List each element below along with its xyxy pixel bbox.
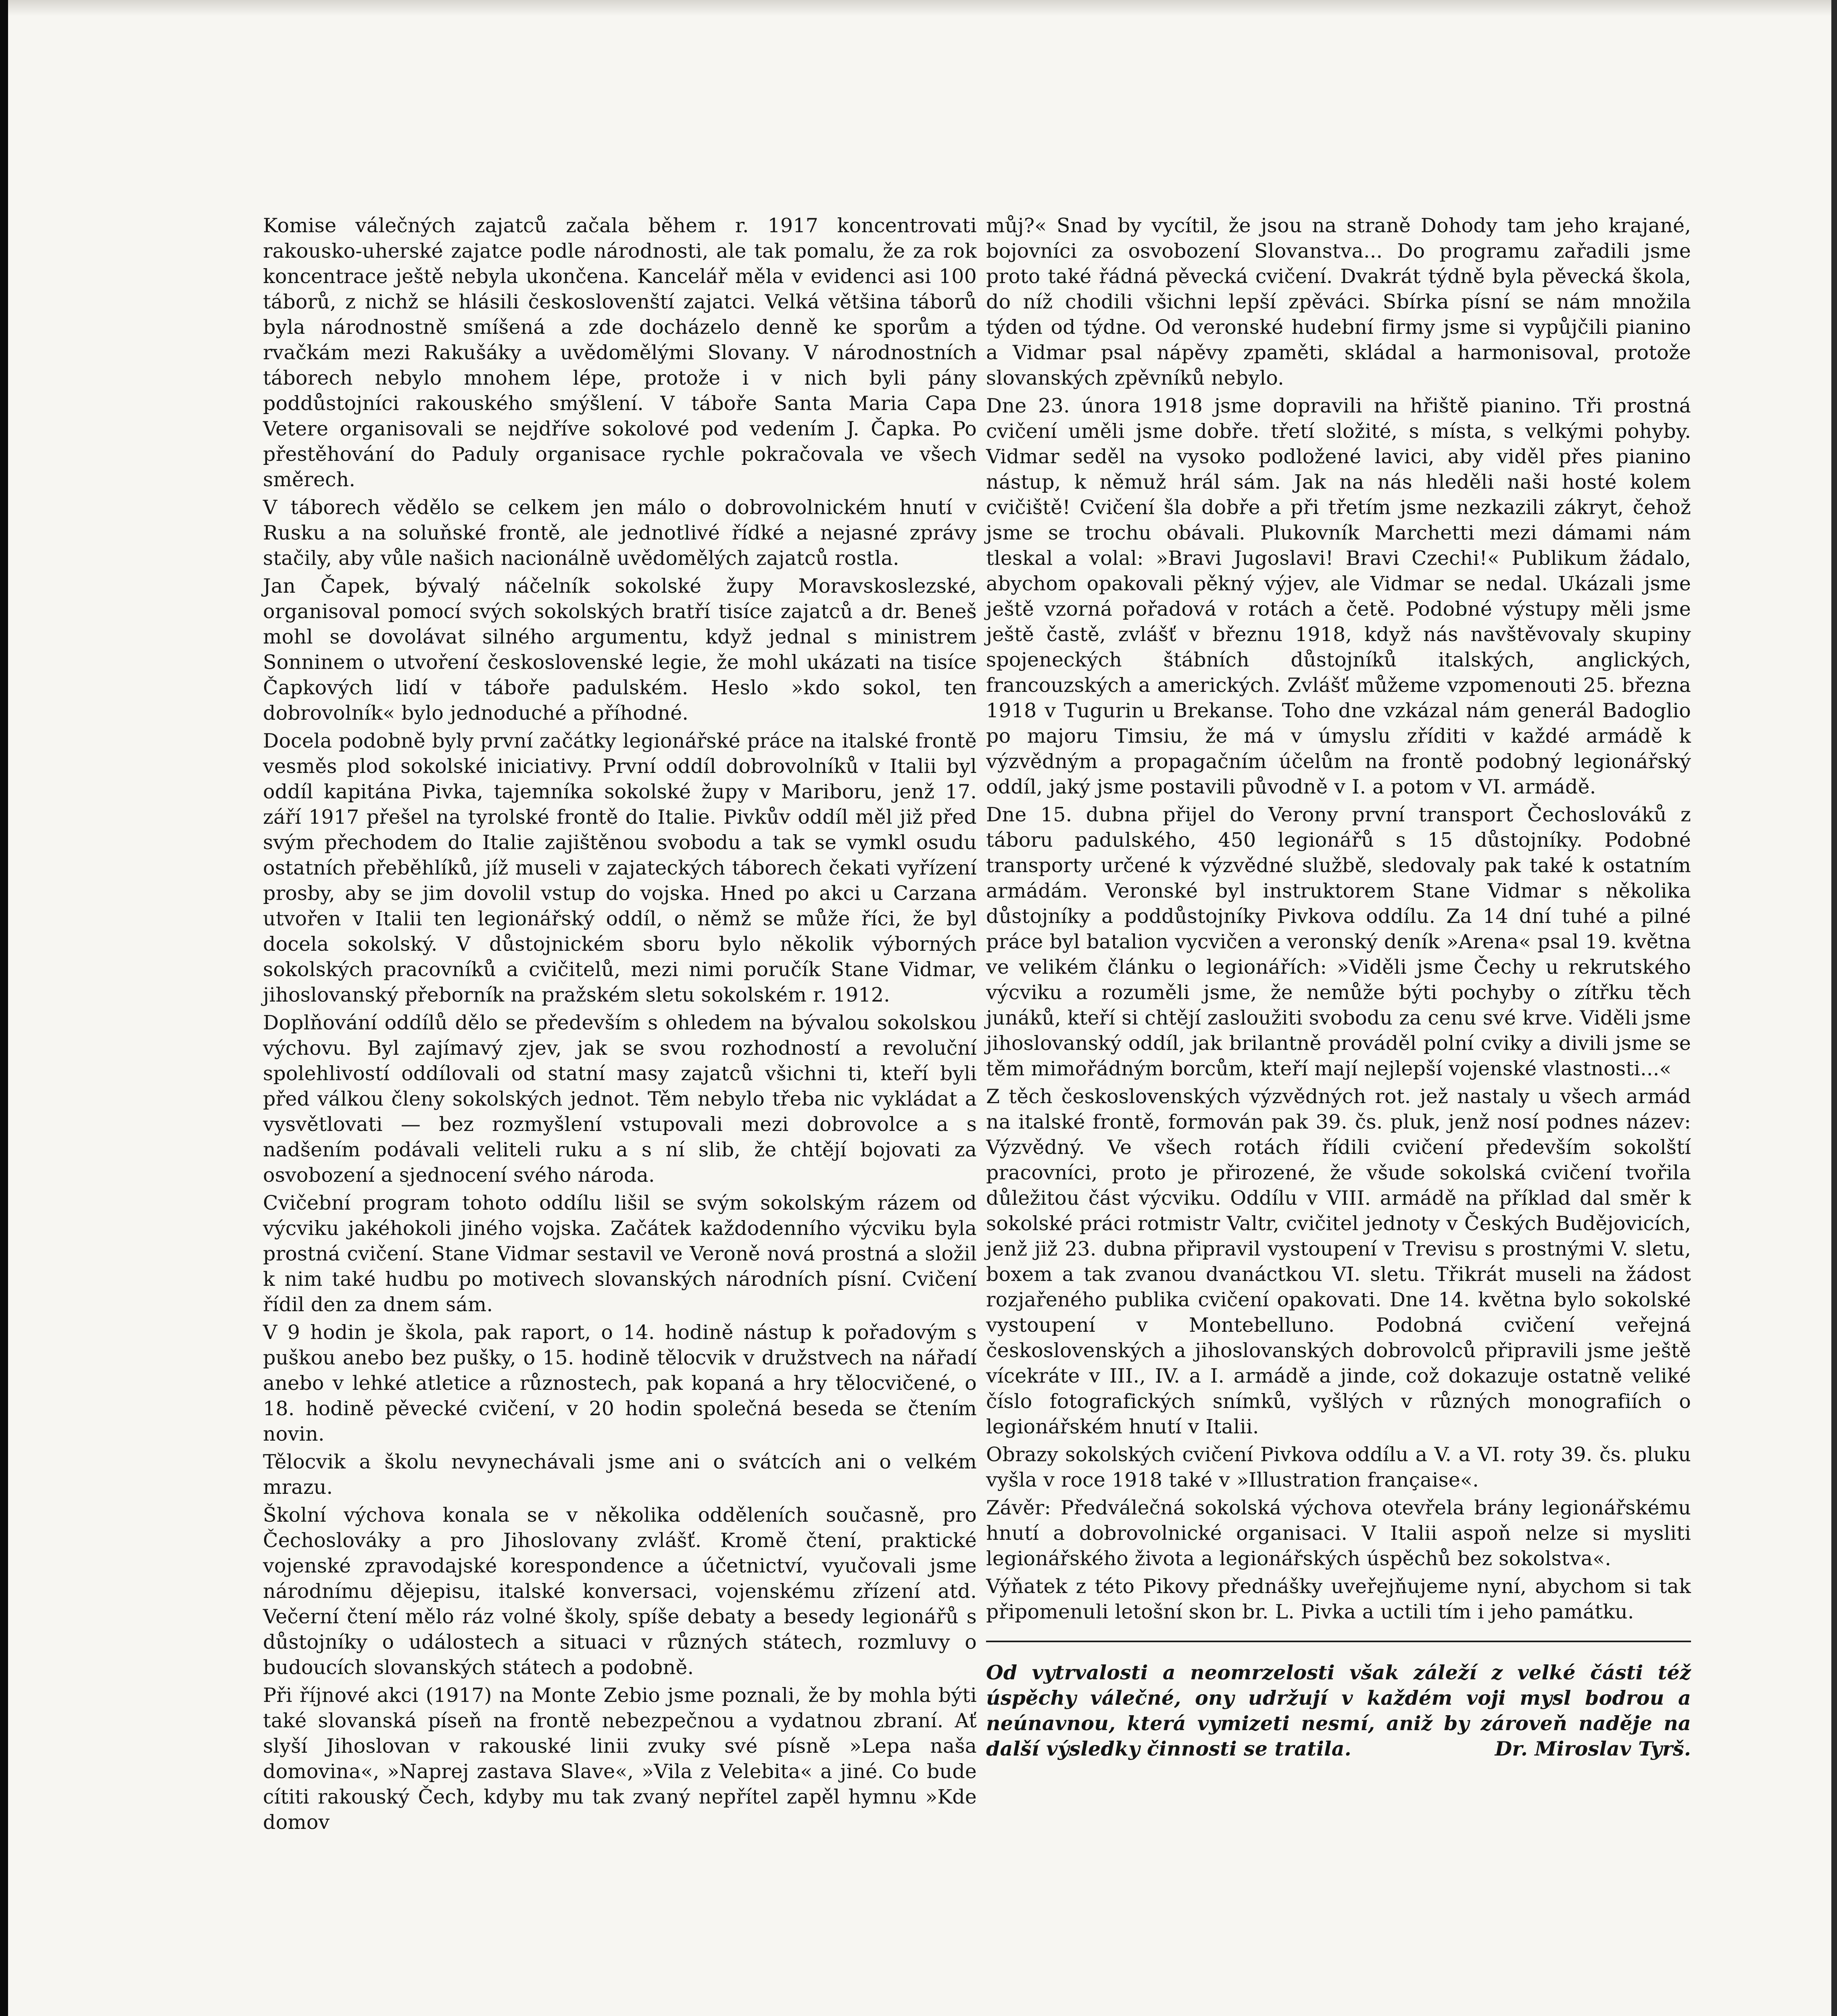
paragraph: Tělocvik a školu nevynechávali jsme ani o svátcích ani o velkém mrazu. <box>263 1450 977 1499</box>
scan-left-edge <box>0 0 8 2016</box>
section-divider <box>986 1641 1691 1642</box>
right-column <box>986 213 1691 1762</box>
quote-text: Od vytrvalosti a neomrzelosti však záleží z velké části též úspěchy válečné, ony udržují v každém voji mysl bodrou a neúnavnou, která vymizeti nesmí, aniž by zároveň naděje na další výsledky činnosti se tratila. <box>986 1661 1691 1760</box>
scan-right-edge <box>1831 0 1837 2016</box>
scan-top-shadow <box>0 0 1837 16</box>
paragraph: Jan Čapek, bývalý náčelník sokolské župy Moravskoslezské, organisoval pomocí svých sokolských bratří tisíce zajatců a dr. Beneš mohl se dovolávat silného argumentu, když jednal s ministrem Sonninem o utvoření československé legie, že mohl ukázati na tisíce Čapkových lidí v táboře padulském. Heslo »kdo sokol, ten dobrovolník« bylo jednoduché a příhodné. <box>263 575 977 725</box>
paragraph: Doplňování oddílů dělo se především s ohledem na bývalou sokolskou výchovu. Byl zajímavý zjev, jak se svou rozhodností a revoluční spolehlivostí oddílovali od statní masy zajatců všichni ti, kteří byli před válkou členy sokolských jednot. Těm nebylo třeba nic vykládat a vysvětlovati — bez rozmyšlení vstupovali mezi dobrovolce a s nadšením podávali veliteli ruku a s ní slib, že chtějí bojovati za osvobození a sjednocení svého národa. <box>263 1011 977 1187</box>
paragraph: Cvičební program tohoto oddílu lišil se svým sokolským rázem od výcviku jakéhokoli jiného vojska. Začátek každodenního výcviku byla prostná cvičení. Stane Vidmar sestavil ve Veroně nová prostná a složil k nim také hudbu po motivech slovanských národních písní. Cvičení řídil den za dnem sám. <box>263 1191 977 1316</box>
paragraph: můj?« Snad by vycítil, že jsou na straně Dohody tam jeho krajané, bojovníci za osvobození Slovanstva... Do programu zařadili jsme proto také řádná pěvecká cvičení. Dvakrát týdně byla pěvecká škola, do níž chodili všichni lepší zpěváci. Sbírka písní se nám množila týden od týdne. Od veronské hudební firmy jsme si vypůjčili pianino a Vidmar psal nápěvy zpaměti, skládal a harmonisoval, protože slovanských zpěvníků nebylo. <box>986 214 1691 389</box>
paragraph: Komise válečných zajatců začala během r. 1917 koncentrovati rakousko-uherské zajatce podle národnosti, ale tak pomalu, že za rok koncentrace ještě nebyla ukončena. Kancelář měla v evidenci asi 100 táborů, z nichž se hlásili českoslovenští zajatci. Velká většina táborů byla národnostně smíšená a zde docházelo denně ke sporům a rvačkám mezi Rakušáky a uvědomělými Slovany. V národnostních táborech nebylo mnohem lépe, protože i v nich byli pány poddůstojníci rakouského smýšlení. V táboře Santa Maria Capa Vetere organisovali se nejdříve sokolové pod vedením J. Čapka. Po přestěhování do Paduly organisace rychle pokračovala ve všech směrech. <box>263 214 977 491</box>
paragraph: Docela podobně byly první začátky legionářské práce na italské frontě vesměs plod sokolské iniciativy. První oddíl dobrovolníků v Italii byl oddíl kapitána Pivka, tajemníka sokolské župy v Mariboru, jenž 17. září 1917 přešel na tyrolské frontě do Italie. Pivkův oddíl měl již před svým přechodem do Italie zajištěnou svobodu a tak se vymkl osudu ostatních přeběhlíků, jíž museli v zajateckých táborech čekati vyřízení prosby, aby se jim dovolil vstup do vojska. Hned po akci u Carzana utvořen v Italii ten legionářský oddíl, o němž se může říci, že byl docela sokolský. V důstojnickém sboru bylo několik výborných sokolských pracovníků a cvičitelů, mezi nimi poručík Stane Vidmar, jihoslovanský přeborník na pražském sletu sokolském r. 1912. <box>263 729 977 1006</box>
left-column <box>263 213 977 1837</box>
paragraph: Dne 15. dubna přijel do Verony první transport Čechoslováků z táboru padulského, 450 legionářů s 15 důstojníky. Podobné transporty určené k výzvědné službě, sledovaly pak také k ostatním armádám. Veronské byl instruktorem Stane Vidmar s několika důstojníky a poddůstojníky Pivkova oddílu. Za 14 dní tuhé a pilné práce byl batalion vycvičen a veronský deník »Arena« psal 19. května ve velikém článku o legionářích: »Viděli jsme Čechy u rekrutského výcviku a rozuměli jsme, že nemůže býti pochyby o zítřku těch junáků, kteří si chtějí zasloužiti svobodu za cenu své krve. Viděli jsme jihoslovanský oddíl, jak brilantně prováděl polní cviky a divili jsme se těm mimořádným borcům, kteří mají nejlepší vojenské vlastnosti...« <box>986 803 1691 1080</box>
paragraph: Dne 23. února 1918 jsme dopravili na hřiště pianino. Tři prostná cvičení uměli jsme dobře. třetí složité, s místa, s velkými pohyby. Vidmar seděl na vysoko podložené lavici, aby viděl přes pianino nástup, k němuž hrál sám. Jak na nás hleděli naši hosté kolem cvičiště! Cvičení šla dobře a při třetím jsme nezkazili zákryt, čehož jsme se trochu obávali. Plukovník Marchetti mezi dámami nám tleskal a volal: »Bravi Jugoslavi! Bravi Czechi!« Publikum žádalo, abychom opakovali pěkný výjev, ale Vidmar se nedal. Ukázali jsme ještě vzorná pořadová v rotách a četě. Podobné výstupy měli jsme ještě častě, zvlášť v březnu 1918, když nás navštěvovaly skupiny spojeneckých štábních důstojníků italských, anglických, francouzských a amerických. Zvlášť můžeme vzpomenouti 25. března 1918 v Tugurin u Brekanse. Toho dne vzkázal nám generál Badoglio po majoru Timsiu, že má v úmyslu zříditi v každé armádě k výzvědným a propagačním účelům na frontě podobný legionářský oddíl, jaký jsme postavili původně v I. a potom v VI. armádě. <box>986 394 1691 798</box>
paragraph: Výňatek z této Pikovy přednášky uveřejňujeme nyní, abychom si tak připomenuli letošní skon br. L. Pivka a uctili tím i jeho památku. <box>986 1575 1691 1623</box>
paragraph: V táborech vědělo se celkem jen málo o dobrovolnickém hnutí v Rusku a na soluňské frontě, ale jednotlivé řídké a nejasné zprávy stačily, aby vůle našich nacionálně uvědomělých zajatců rostla. <box>263 496 977 570</box>
paragraph: V 9 hodin je škola, pak raport, o 14. hodině nástup k pořadovým s puškou anebo bez pušky, o 15. hodině tělocvik v družstvech na nářadí anebo v lehké atletice a různostech, pak kopaná a hry tělocvičené, o 18. hodině pěvecké cvičení, v 20 hodin společná beseda se čtením novin. <box>263 1321 977 1445</box>
paragraph: Při říjnové akci (1917) na Monte Zebio jsme poznali, že by mohla býti také slovanská píseň na frontě nebezpečnou a vydatnou zbraní. Ať slyší Jihoslovan v rakouské linii zvuky své písně »Lepa naša domovina«, »Naprej zastava Slave«, »Vila z Velebita« a jiné. Co bude cítiti rakouský Čech, kdyby mu tak zvaný nepřítel zapěl hymnu »Kde domov <box>263 1684 977 1834</box>
quote-author: Dr. Miroslav Tyrš. <box>1495 1737 1691 1760</box>
paragraph: Z těch československých výzvědných rot. jež nastaly u všech armád na italské frontě, formován pak 39. čs. pluk, jenž nosí podnes název: Výzvědný. Ve všech rotách řídili cvičení především sokolští pracovníci, proto je přirozené, že všude sokolská cvičení tvořila důležitou část výcviku. Oddílu v VIII. armádě na příklad dal směr k sokolské práci rotmistr Valtr, cvičitel jednoty v Českých Budějovicích, jenž již 23. dubna připravil vystoupení v Trevisu s prostnými V. sletu, boxem a tak zvanou dvanáctkou VI. sletu. Třikrát museli na žádost rozjařeného publika cvičení opakovati. Dne 14. května bylo sokolské vystoupení v Montebelluno. Podobná cvičení veřejná československých a jihoslovanských dobrovolců připravili jsme ještě vícekráte v III., IV. a I. armádě a jinde, což dokazuje ostatně veliké číslo fotografických snímků, vyšlých v různých monografiích o legionářském hnutí v Italii. <box>986 1085 1691 1438</box>
paragraph: Obrazy sokolských cvičení Pivkova oddílu a V. a VI. roty 39. čs. pluku vyšla v roce 1918 také v »Illustration française«. <box>986 1443 1691 1491</box>
paragraph: Závěr: Předválečná sokolská výchova otevřela brány legionářskému hnutí a dobrovolnické organisaci. V Italii aspoň nelze si mysliti legionářského života a legionářských úspěchů bez sokolstva«. <box>986 1496 1691 1570</box>
paragraph: Školní výchova konala se v několika odděleních současně, pro Čechoslováky a pro Jihoslovany zvlášť. Kromě čtení, praktické vojenské zpravodajské korespondence a účetnictví, vyučovali jsme národnímu dějepisu, italské konversaci, vojenskému zřízení atd. Večerní čtení mělo ráz volné školy, spíše debaty a besedy legionářů s důstojníky o událostech a situaci v různých státech, rozmluvy o budoucích slovanských státech a podobně. <box>263 1504 977 1679</box>
closing-quote <box>986 1660 1691 1762</box>
